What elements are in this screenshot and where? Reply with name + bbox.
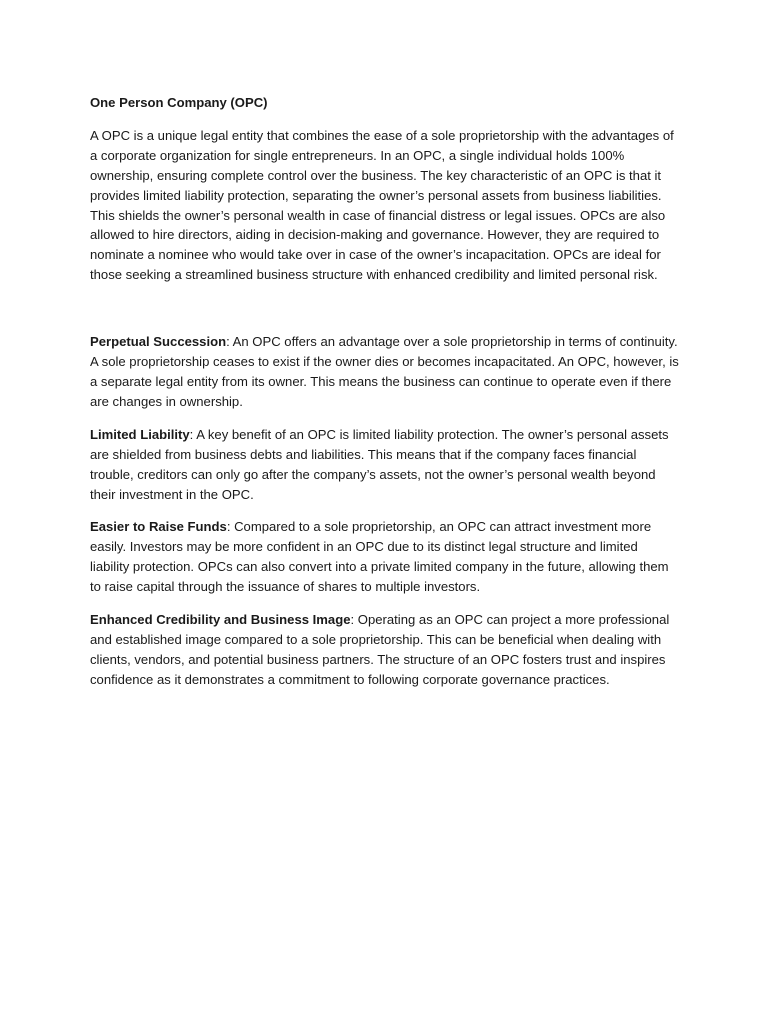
section-term: Perpetual Succession (90, 334, 227, 350)
section-text: : Operating as an OPC can project a more professional and established image compared to a sole proprietorship. This can be beneficial when dealing with clients, vendors, and potential business partners. The structure of an OPC fosters trust and inspires confidence as it demonstrates a commitment to following corporate governance practices. (90, 612, 670, 687)
section-perpetual-succession (90, 332, 680, 412)
section-term: Limited Liability (90, 426, 190, 442)
section-text: : An OPC offers an advantage over a sole proprietorship in terms of continuity. A sole proprietorship ceases to exist if the owner dies or becomes incapacitated. An OPC, however, is a separate legal entity from its owner. This means the business can continue to operate even if there are changes in ownership. (90, 334, 679, 409)
section-term: Enhanced Credibility and Business Image (90, 612, 351, 628)
section-enhanced-credibility (90, 610, 680, 690)
section-text: : Compared to a sole proprietorship, an OPC can attract investment more easily. Investors may be more confident in an OPC due to its distinct legal structure and limited liability protection. OPCs can also convert into a private limited company in the future, allowing them to raise capital through the issuance of shares to multiple investors. (90, 519, 669, 595)
document-title: One Person Company (OPC) (90, 95, 268, 110)
intro-paragraph: A OPC is a unique legal entity that combines the ease of a sole proprietorship with the advantages of a corporate organization for single entrepreneurs. In an OPC, a single individual holds 100% ownership, ensuring complete control over the business. The key characteristic of an OPC is that it provides limited liability protection, separating the owner’s personal assets from business liabilities. This shields the owner’s personal wealth in case of financial distress or legal issues. OPCs are also allowed to hire directors, aiding in decision-making and governance. However, they are required to nominate a nominee who would take over in case of the owner’s incapacitation. OPCs are ideal for those seeking a streamlined business structure with enhanced credibility and limited personal risk. (90, 127, 674, 283)
section-term: Easier to Raise Funds (90, 519, 227, 535)
document-body (90, 93, 680, 703)
section-text: : A key benefit of an OPC is limited liability protection. The owner’s personal assets are shielded from business debts and liabilities. This means that if the company faces financial trouble, creditors can only go after the company’s assets, not the owner’s personal wealth beyond their investment in the OPC. (90, 426, 669, 502)
section-limited-liability (90, 425, 680, 505)
section-easier-to-raise-funds (90, 517, 680, 597)
